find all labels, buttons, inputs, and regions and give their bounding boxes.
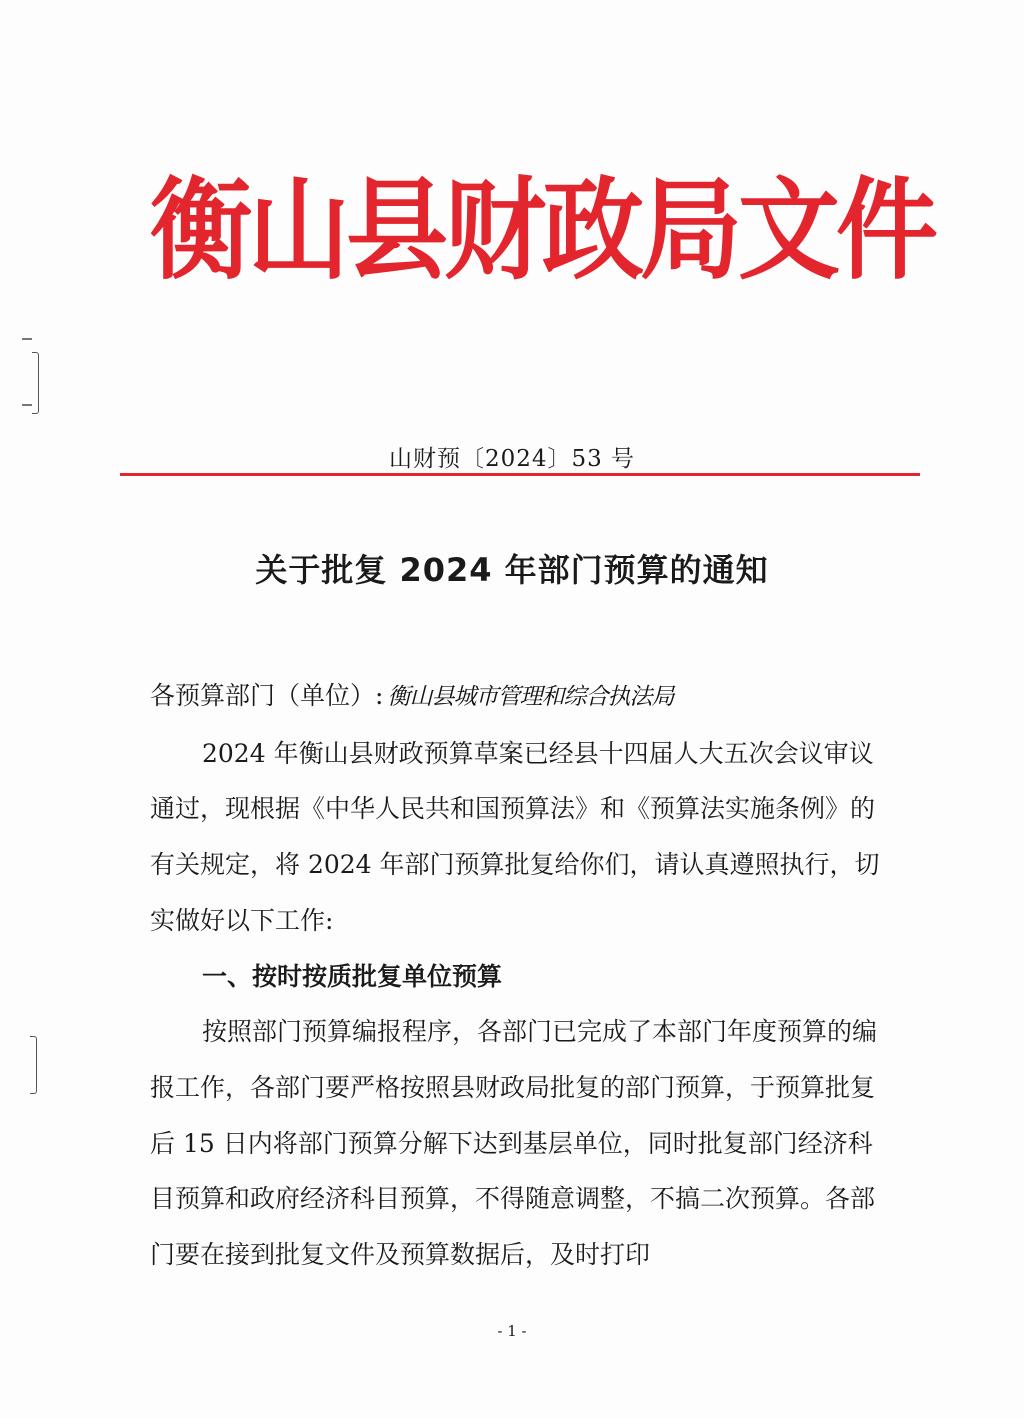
recipient-label: 各预算部门（单位）: bbox=[150, 681, 384, 710]
document-number: 山财预〔2024〕53 号 bbox=[388, 446, 636, 472]
document-body bbox=[150, 668, 890, 1283]
staple-mark bbox=[32, 352, 39, 414]
notice-title: 关于批复 2024 年部门预算的通知 bbox=[255, 551, 769, 589]
paragraph-section-1: 按照部门预算编报程序，各部门已完成了本部门年度预算的编报工作，各部门要严格按照县财政局批复的部门预算，于预算批复后 15 日内将部门预算分解下达到基层单位，同时批复部门经济科目预算和政府经济科目预算，不得随意调整，不搞二次预算。各部门要在接到批复文件及预算数据后，及时打印 bbox=[150, 1017, 878, 1270]
staple-mark bbox=[30, 1036, 37, 1094]
binding-mark bbox=[22, 338, 32, 340]
handwritten-recipient: 衡山县城市管理和综合执法局 bbox=[387, 684, 674, 710]
header-divider bbox=[120, 473, 920, 476]
section-heading: 一、按时按质批复单位预算 bbox=[202, 961, 503, 991]
binding-mark bbox=[22, 404, 32, 406]
recipient-line bbox=[150, 668, 890, 726]
agency-header-title: 衡山县财政局文件 bbox=[150, 166, 934, 296]
page-number: - 1 - bbox=[497, 1322, 527, 1340]
paragraph-intro: 2024 年衡山县财政预算草案已经县十四届人大五次会议审议通过，现根据《中华人民共和国预算法》和《预算法实施条例》的有关规定，将 2024 年部门预算批复给你们，请认真遵照执行，切实做好以下工作: bbox=[150, 738, 880, 935]
